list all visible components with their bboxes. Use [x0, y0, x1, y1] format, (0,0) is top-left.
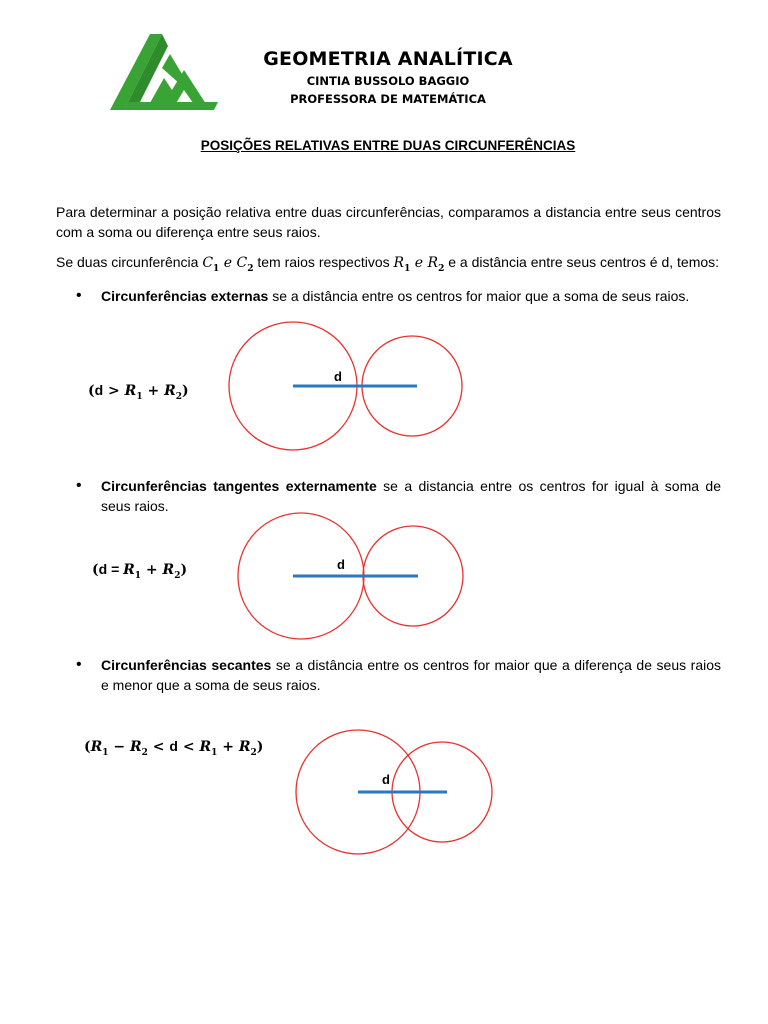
document-title: GEOMETRIA ANALÍTICA: [263, 48, 513, 70]
distance-label: d: [337, 557, 345, 572]
bullet-marker: •: [76, 287, 82, 304]
distance-label: d: [334, 369, 342, 384]
definitions-paragraph: Se duas circunferência $C_1$ e $C_2$ tem raios respectivos $R_1$ e $R_2$ e a distância entre seus centros é d, temos:: [56, 254, 720, 274]
item-title: Circunferências externas: [101, 288, 269, 304]
formula-external: $(d > R_1 + R_2)$: [88, 382, 189, 402]
distance-label: d: [382, 772, 390, 787]
section-heading: POSIÇÕES RELATIVAS ENTRE DUAS CIRCUNFERÊNCIAS: [200, 138, 576, 153]
formula-tangent: $(d = R_1 + R_2)$: [92, 561, 188, 581]
author-role: PROFESSORA DE MATEMÁTICA: [290, 92, 486, 106]
bullet-marker: •: [76, 477, 82, 494]
formula-secant: $(R_1 - R_2 < d < R_1 + R_2)$: [84, 738, 264, 758]
item-external: Circunferências externas se a distância entre os centros for maior que a soma de seus raios.: [101, 288, 690, 304]
item-title: Circunferências secantes: [101, 657, 272, 673]
intro-paragraph: Para determinar a posição relativa entre duas circunferências, comparamos a distancia entre seus centros com a soma ou diferença entre seus raios.: [56, 204, 721, 240]
item-secant: Circunferências secantes se a distância entre os centros for maior que a diferença de seus raios e menor que a soma de seus raios.: [101, 657, 722, 693]
item-title: Circunferências tangentes externamente: [101, 478, 377, 494]
bullet-marker: •: [76, 656, 82, 673]
item-tangent: Circunferências tangentes externamente se a distancia entre os centros for igual à soma de seus raios.: [101, 478, 721, 514]
author-name: CINTIA BUSSOLO BAGGIO: [306, 74, 470, 88]
